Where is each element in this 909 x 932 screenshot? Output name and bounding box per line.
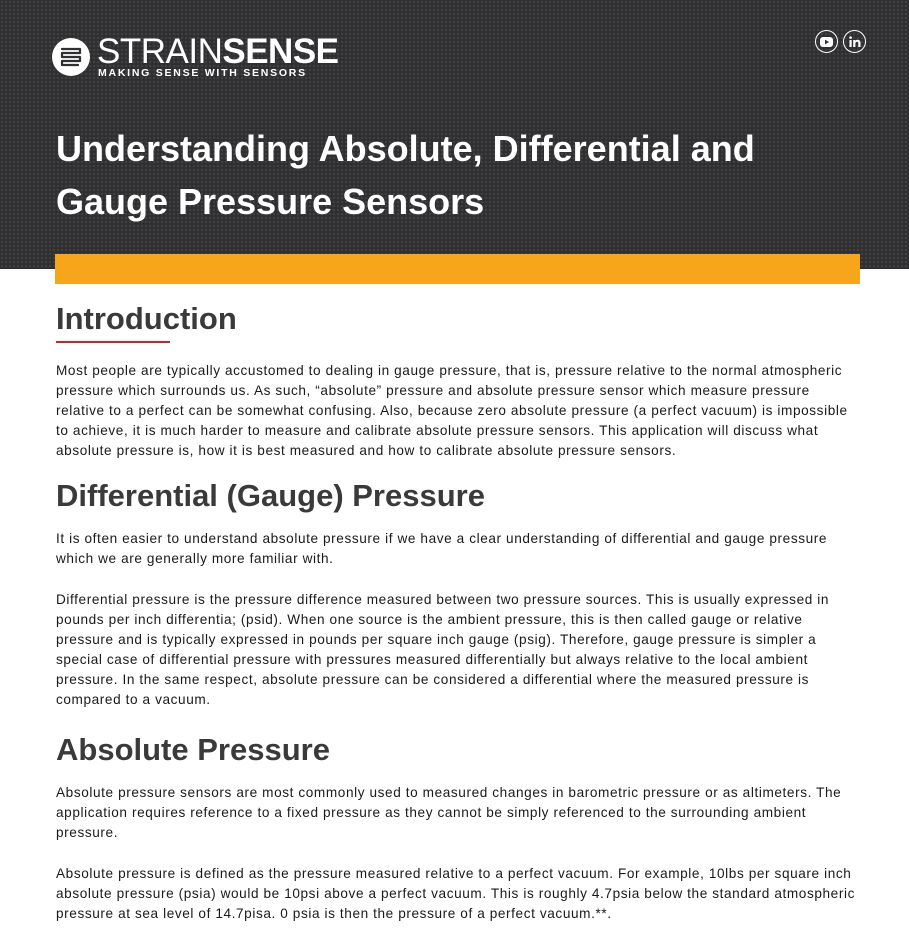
article-body [56,300,856,924]
absolute-paragraph-1: Absolute pressure sensors are most commonly used to measured changes in barometric pressure or as altimeters. The application requires reference to a fixed pressure as they cannot be simply referenced to the surrounding ambient pressure. [56,785,842,840]
logo-wordmark [97,32,339,71]
section-heading-absolute: Absolute Pressure [56,732,330,767]
absolute-paragraph-2: Absolute pressure is defined as the pressure measured relative to a perfect vacuum. For example, 10lbs per square inch absolute pressure (psia) would be 10psi above a perfect vacuum. This is roughly 4.7psia below the standard atmospheric pressure at sea level of 14.7pisa. 0 psia is then the pressure of a perfect vacuum.**. [56,866,855,921]
strain-gauge-logo-icon [51,37,91,77]
page-title: Understanding Absolute, Differential and Gauge Pressure Sensors [56,128,755,222]
section-heading-differential: Differential (Gauge) Pressure [56,478,485,513]
logo-name-light: STRAIN [97,32,223,71]
introduction-paragraph: Most people are typically accustomed to dealing in gauge pressure, that is, pressure relative to the normal atmospheric pressure which surrounds us. As such, “absolute” pressure and absolute pressure sensor which measure pressure relative to a perfect can be somewhat confusing. Also, because zero absolute pressure (a perfect vacuum) is impossible to achieve, it is much harder to measure and calibrate absolute pressure sensors. This application will discuss what absolute pressure is, how it is best measured and how to calibrate absolute pressure sensors. [56,363,848,458]
differential-paragraph-1: It is often easier to understand absolute pressure if we have a clear understanding of differential and gauge pressure which we are generally more familiar with. [56,531,828,566]
linkedin-icon [849,36,861,47]
linkedin-link[interactable] [843,30,866,53]
logo-tagline: MAKING SENSE WITH SENSORS [98,67,307,79]
differential-paragraph-2: Differential pressure is the pressure difference measured between two pressure sources. This is usually expressed in pounds per inch differentia; (psid). When one source is the ambient pressure, this is then called gauge or relative pressure and is typically expressed in pounds per square inch gauge (psig). Therefore, gauge pressure is simpler a special case of differential pressure with pressures measured differentially but always relative to the local ambient pressure. In the same respect, absolute pressure can be considered a differential where the measured pressure is compared to a vacuum. [56,592,830,707]
youtube-link[interactable] [815,30,838,53]
strainsense-logo[interactable] [51,32,341,80]
header-banner [0,0,909,269]
accent-bar [55,254,860,284]
logo-name-bold: SENSE [222,32,339,71]
heading-underline [56,341,170,343]
youtube-icon [820,37,833,47]
section-heading-introduction: Introduction [56,301,237,336]
